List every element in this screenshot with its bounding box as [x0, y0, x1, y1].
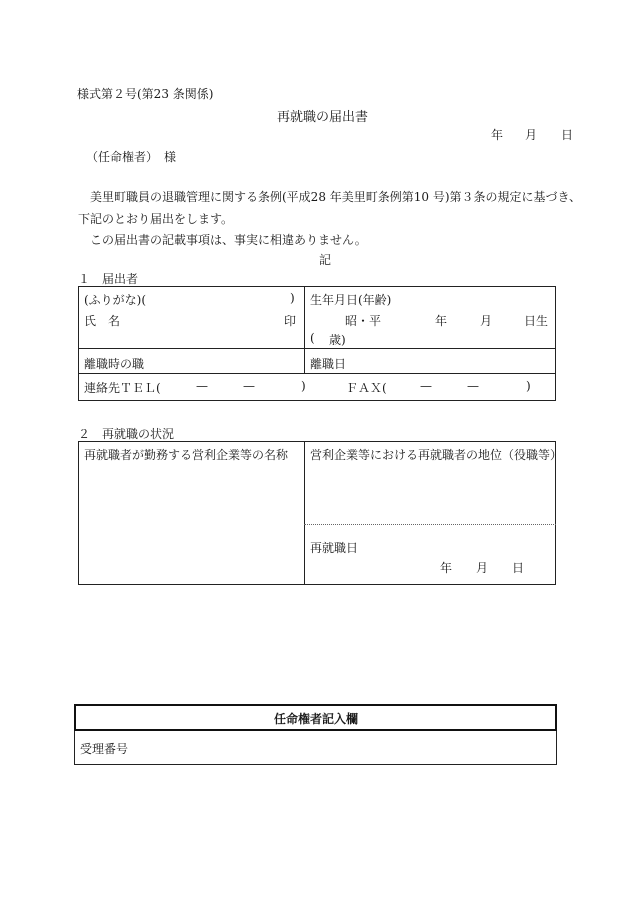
retire-date-label: 離職日	[310, 357, 347, 371]
reemployment-table-vdivider	[304, 441, 305, 585]
fax-dash-1: —	[420, 379, 432, 393]
position-label: 離職時の職	[84, 357, 145, 371]
reemployment-table-dotted-divider	[304, 524, 556, 525]
applicant-table-vdivider	[304, 286, 305, 373]
company-label: 再就職者が勤務する営利企業等の名称	[84, 448, 289, 462]
addressee: （任命権者） 様	[86, 150, 177, 164]
tel-dash-2: —	[243, 379, 255, 393]
tel-dash-1: —	[196, 379, 208, 393]
section1-heading: １ 届出者	[78, 272, 139, 286]
body-para1-line1: 美里町職員の退職管理に関する条例(平成28 年美里町条例第10 号)第３条の規定に基づき、	[90, 190, 582, 204]
ki-label: 記	[319, 253, 332, 267]
age-open: (	[310, 331, 315, 345]
name-label: 氏 名	[84, 314, 121, 328]
reemploy-year: 年	[440, 561, 453, 575]
reemploy-date-label: 再就職日	[310, 541, 359, 555]
applicant-table-divider-2	[78, 373, 556, 374]
section2-heading: ２ 再就職の状況	[78, 427, 175, 441]
form-number: 様式第２号(第23 条関係)	[77, 87, 214, 101]
fax-dash-2: —	[467, 379, 479, 393]
fax-close: )	[526, 379, 531, 393]
role-label: 営利企業等における再就職者の地位（役職等）	[310, 448, 563, 462]
document-title: 再就職の届出書	[277, 110, 369, 125]
furigana-label: (ふりがな)(	[84, 293, 147, 307]
date-month: 月	[525, 128, 538, 142]
date-day: 日	[561, 128, 574, 142]
furigana-close: )	[290, 291, 295, 305]
birth-year: 年	[435, 314, 448, 328]
receipt-box	[74, 731, 557, 765]
date-year: 年	[491, 128, 504, 142]
birth-month: 月	[480, 314, 493, 328]
tel-close: )	[301, 379, 306, 393]
authority-header: 任命権者記入欄	[274, 712, 359, 726]
reemploy-day: 日	[512, 561, 525, 575]
tel-label: 連絡先ＴＥＬ(	[84, 381, 161, 395]
receipt-label: 受理番号	[80, 742, 129, 756]
age-label: 歳)	[329, 333, 346, 347]
reemploy-month: 月	[476, 561, 489, 575]
fax-label: ＦＡＸ(	[346, 381, 387, 395]
birth-day: 日生	[524, 314, 549, 328]
body-para1-line2: 下記のとおり届出をします。	[78, 212, 234, 226]
seal-mark: 印	[284, 314, 297, 328]
era-label: 昭・平	[345, 314, 382, 328]
body-para2: この届出書の記載事項は、事実に相違ありません。	[90, 233, 367, 247]
birth-label: 生年月日(年齢)	[310, 293, 392, 307]
applicant-table-divider-1	[78, 348, 556, 349]
